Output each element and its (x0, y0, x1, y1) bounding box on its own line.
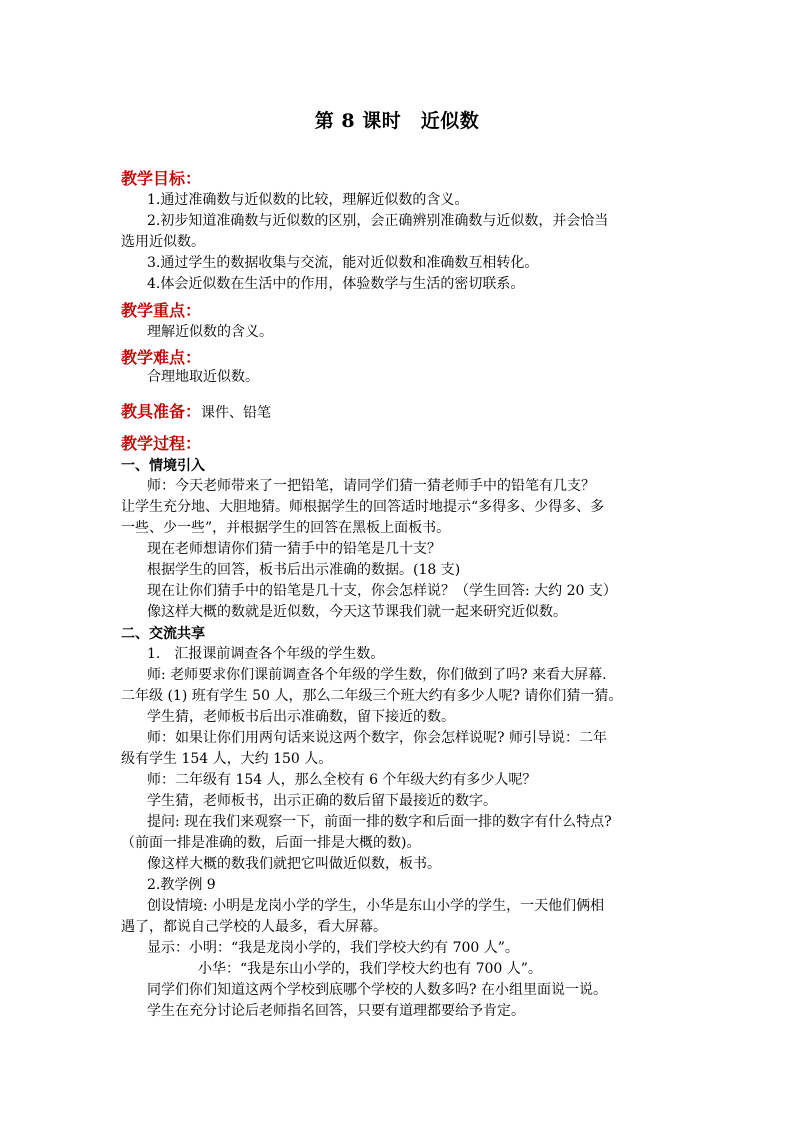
process-heading: 教学过程： (121, 434, 202, 453)
part2-line-7: 师：二年级有 154 人，那么全校有 6 个年级大约有多少人呢？ (147, 772, 537, 788)
part2-line-17: 同学们你们知道这两个学校到底哪个学校的人数多吗? 在小组里面说一说。 (147, 982, 607, 998)
part1-line-2: 让学生充分地、大胆地猜。师根据学生的回答适时地提示“多得多、少得多、多 (121, 499, 605, 515)
part2-title: 二、交流共享 (121, 626, 205, 642)
prep-heading-label: 教具准备： (121, 402, 202, 421)
key-point-text: 理解近似数的含义。 (147, 324, 273, 340)
objective-item-2: 2.初步知道准确数与近似数的区别，会正确辨别准确数与近似数，并会恰当 (147, 213, 609, 229)
part2-line-16: 小华：“我是东山小学的，我们学校大约也有 700 人”。 (198, 961, 542, 977)
part2-line-2: 师: 老师要求你们课前调查各个年级的学生数，你们做到了吗? 来看大屏幕. (147, 667, 607, 683)
part2-line-14: 遇了，都说自己学校的人最多，看大屏幕。 (121, 919, 387, 935)
difficulty-heading: 教学难点： (121, 348, 202, 367)
part1-line-7: 像这样大概的数就是近似数，今天这节课我们就一起来研究近似数。 (147, 604, 567, 620)
objective-item-2-cont: 选用近似数。 (121, 234, 205, 250)
part1-line-3: 一些、少一些”，并根据学生的回答在黑板上面板书。 (121, 520, 451, 536)
difficulty-text: 合理地取近似数。 (147, 369, 259, 385)
part1-line-6: 现在让你们猜手中的铅笔是几十支，你会怎样说？（学生回答: 大约 20 支） (147, 583, 617, 599)
objective-item-1: 1.通过准确数与近似数的比较，理解近似数的含义。 (147, 192, 469, 208)
part1-title: 一、情境引入 (121, 458, 205, 474)
part2-line-3: 二年级 (1) 班有学生 50 人，那么二年级三个班大约有多少人呢? 请你们猜一猜。 (121, 688, 623, 704)
part2-line-10: （前面一排是准确的数，后面一排是大概的数)。 (121, 835, 421, 851)
prep-text: 课件、铅笔 (201, 405, 272, 421)
part2-line-5: 师：如果让你们用两句话来说这两个数字，你会怎样说呢? 师引导说：二年 (147, 730, 607, 746)
part2-line-1: 1. 汇报课前调查各个年级的学生数。 (147, 646, 385, 662)
prep-heading (121, 399, 271, 422)
part1-line-4: 现在老师想请你们猜一猜手中的铅笔是几十支？ (147, 541, 441, 557)
objective-item-4: 4.体会近似数在生活中的作用，体验数学与生活的密切联系。 (147, 276, 525, 292)
part2-line-9: 提问: 现在我们来观察一下，前面一排的数字和后面一排的数字有什么特点? (147, 814, 612, 830)
part2-line-13: 创设情境: 小明是龙岗小学的学生，小华是东山小学的学生，一天他们俩相 (147, 898, 605, 914)
part2-line-18: 学生在充分讨论后老师指名回答，只要有道理都要给予肯定。 (147, 1003, 525, 1019)
part2-line-11: 像这样大概的数我们就把它叫做近似数，板书。 (147, 856, 441, 872)
part2-line-12: 2.教学例 9 (147, 877, 216, 893)
part2-line-6: 级有学生 154 人，大约 150 人。 (121, 751, 333, 767)
part2-line-8: 学生猜，老师板书，出示正确的数后留下最接近的数字。 (147, 793, 497, 809)
part1-line-5: 根据学生的回答，板书后出示准确的数据。(18 支) (147, 562, 461, 578)
part2-line-4: 学生猜，老师板书后出示准确数，留下接近的数。 (147, 709, 455, 725)
page-title: 第 8 课时 近似数 (314, 110, 480, 132)
key-point-heading: 教学重点： (121, 301, 202, 320)
part1-line-1: 师：今天老师带来了一把铅笔，请同学们猜一猜老师手中的铅笔有几支？ (147, 478, 595, 494)
objective-item-3: 3.通过学生的数据收集与交流，能对近似数和准确数互相转化。 (147, 255, 539, 271)
objectives-heading: 教学目标： (121, 169, 202, 188)
part2-line-15: 显示：小明：“我是龙岗小学的，我们学校大约有 700 人”。 (147, 940, 519, 956)
